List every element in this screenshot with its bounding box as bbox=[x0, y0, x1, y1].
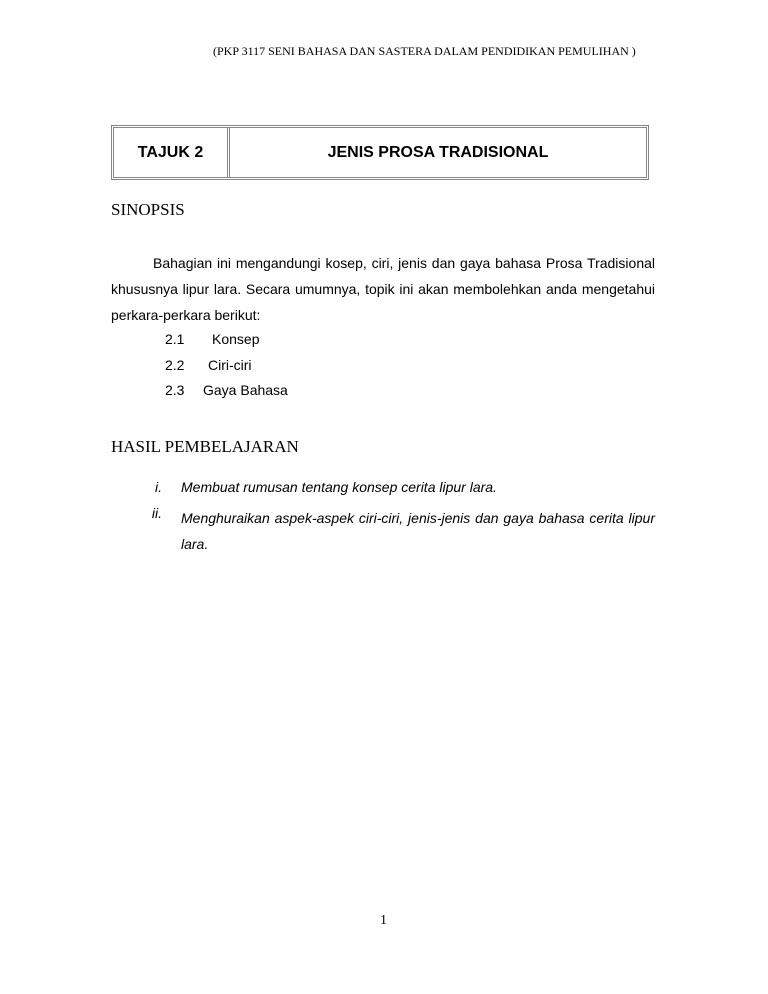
list-number: 2.2 bbox=[165, 357, 185, 373]
list-item: Konsep bbox=[212, 331, 260, 347]
outcome-number: i. bbox=[155, 479, 162, 495]
running-header: (PKP 3117 SENI BAHASA DAN SASTERA DALAM PENDIDIKAN PEMULIHAN ) bbox=[213, 44, 636, 58]
list-number: 2.1 bbox=[165, 331, 185, 347]
outcome-item: Membuat rumusan tentang konsep cerita lipur lara. bbox=[181, 479, 497, 495]
outcome-number: ii. bbox=[151, 505, 162, 521]
list-number: 2.3 bbox=[165, 382, 185, 398]
list-item: Ciri-ciri bbox=[208, 357, 252, 373]
synopsis-paragraph: Bahagian ini mengandungi kosep, ciri, jenis dan gaya bahasa Prosa Tradisional khususnya lipur lara. Secara umumnya, topik ini akan membolehkan anda mengetahui perkara-perkara berikut: bbox=[111, 255, 655, 323]
synopsis-heading: SINOPSIS bbox=[111, 200, 185, 219]
topic-title: JENIS PROSA TRADISIONAL bbox=[327, 143, 549, 161]
page-number: 1 bbox=[380, 913, 387, 928]
outcomes-heading: HASIL PEMBELAJARAN bbox=[111, 437, 299, 456]
topic-number: TAJUK 2 bbox=[114, 128, 230, 177]
list-item: Gaya Bahasa bbox=[203, 382, 288, 398]
outcome-item: Menghuraikan aspek-aspek ciri-ciri, jenis-jenis dan gaya bahasa cerita lipur lara. bbox=[181, 510, 655, 552]
topic-table bbox=[111, 125, 649, 180]
